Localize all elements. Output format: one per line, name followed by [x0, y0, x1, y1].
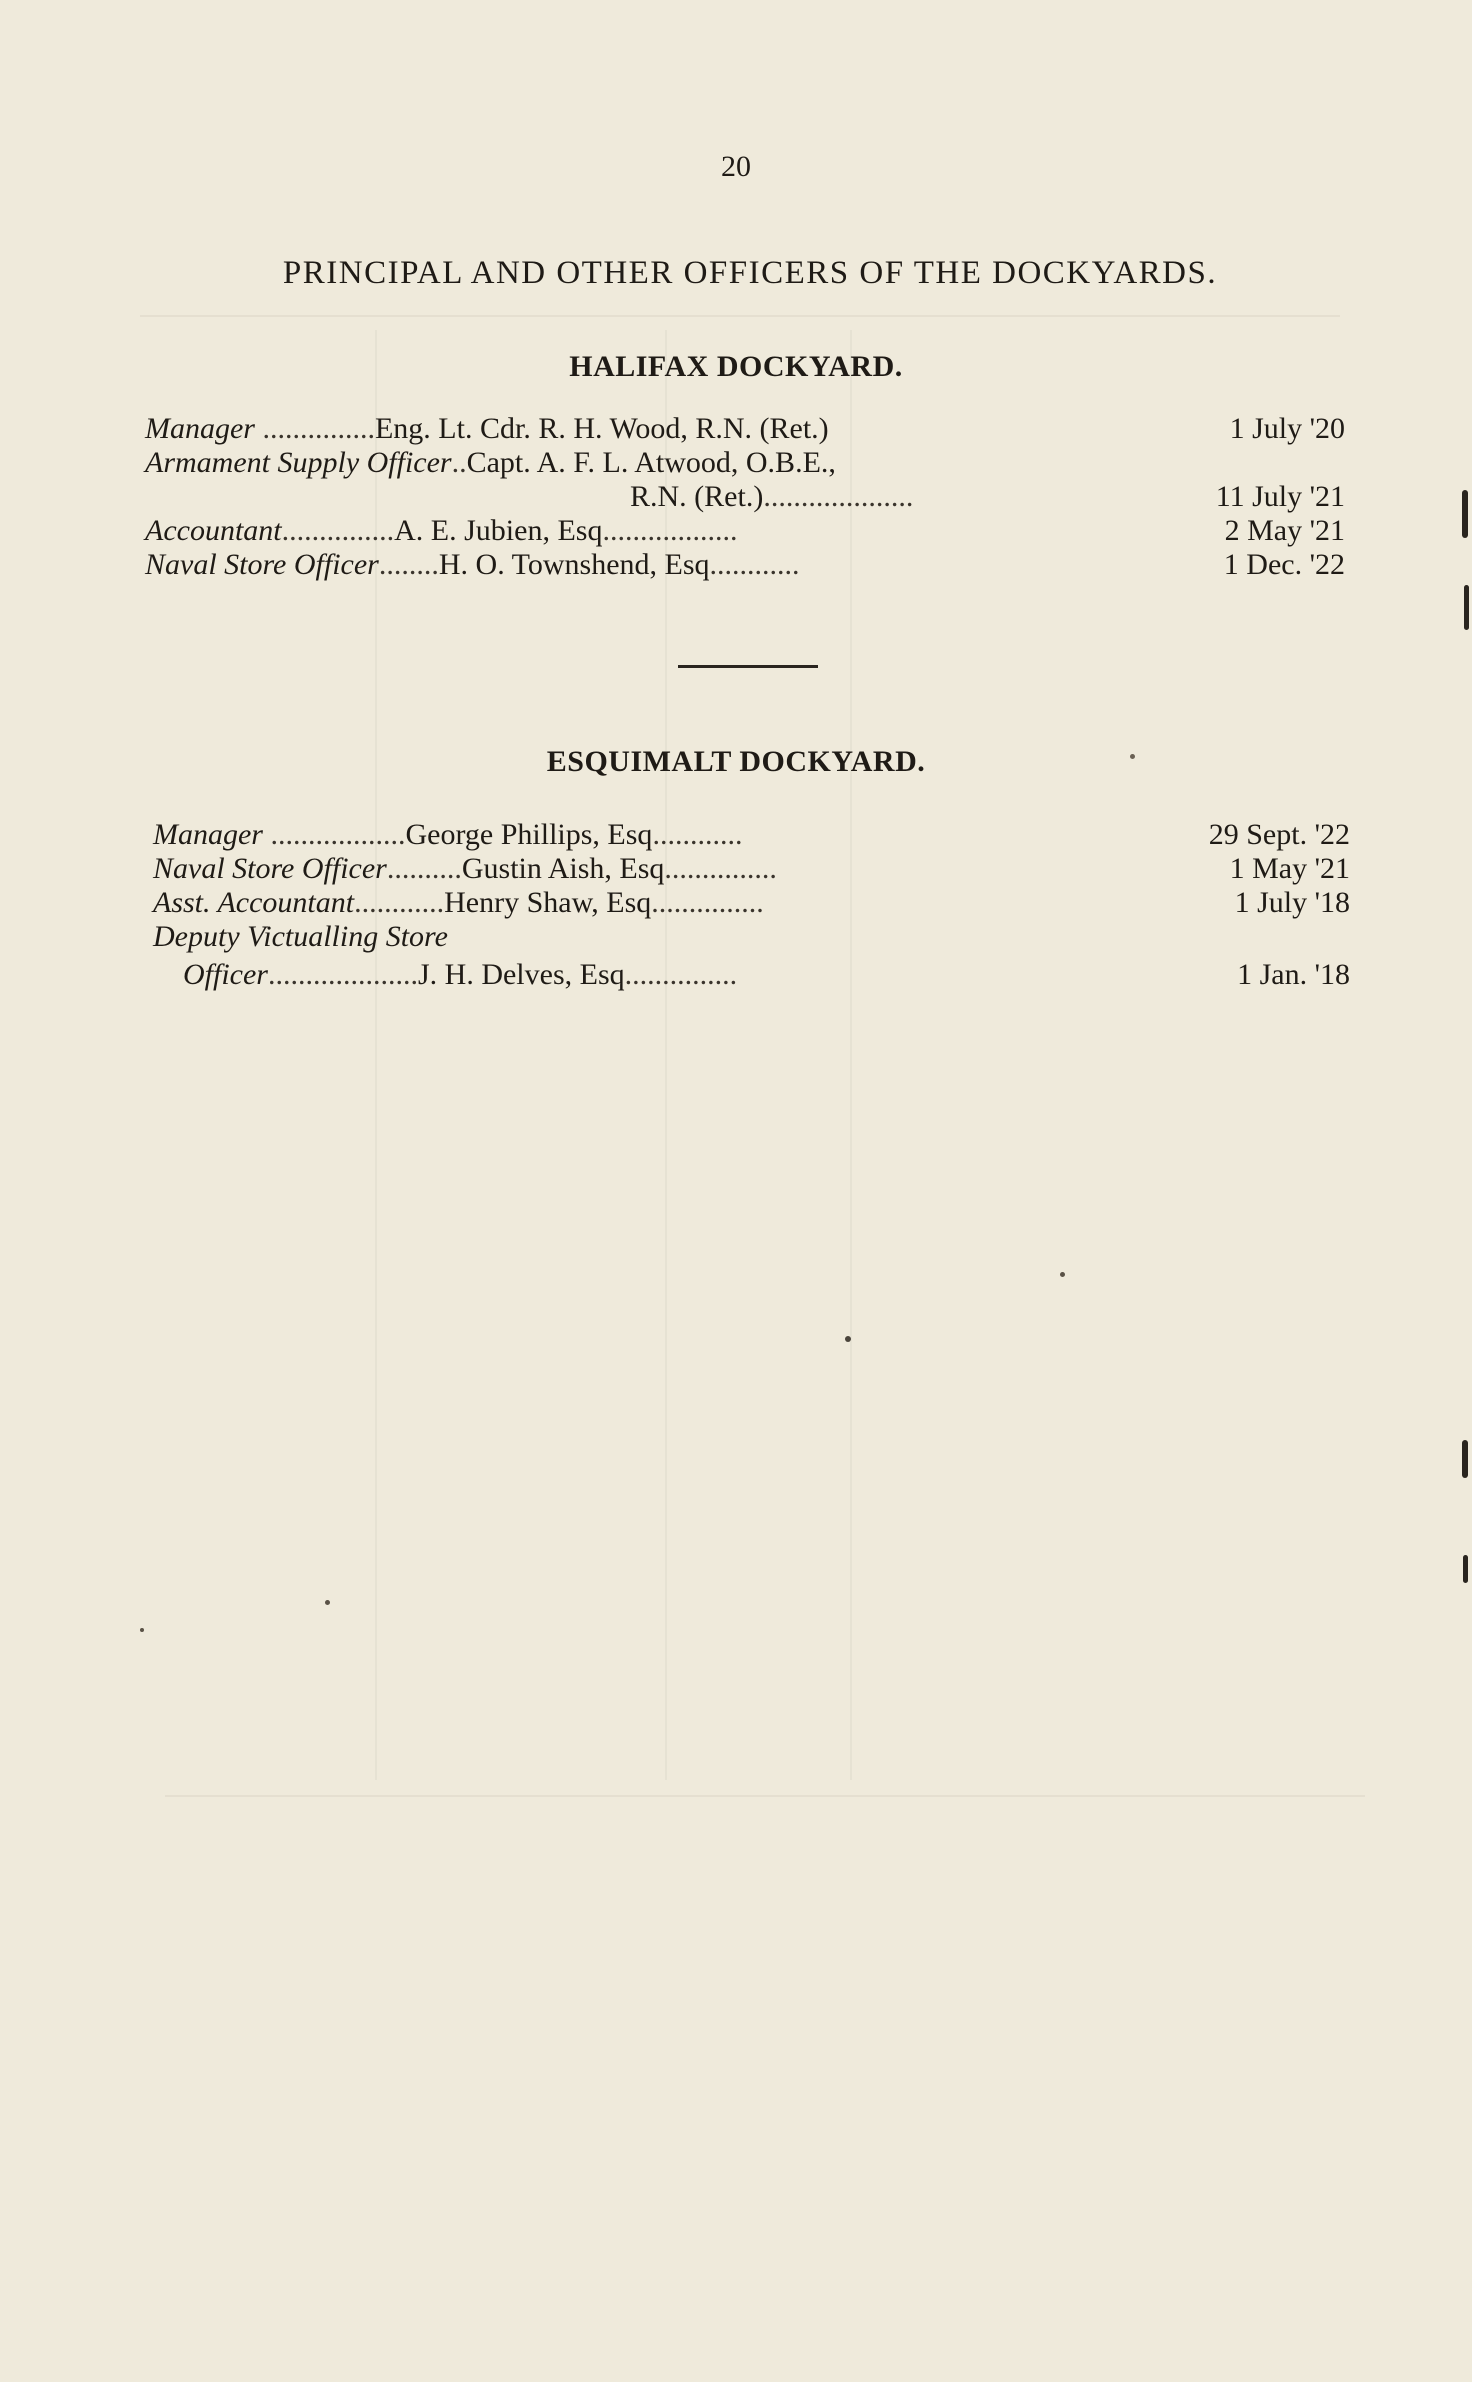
dot-leader: ........ [378, 548, 439, 581]
bleed-through-rule [850, 330, 852, 1780]
halifax-row [145, 548, 1345, 582]
officer-name: R.N. (Ret.) [630, 480, 764, 513]
officer-name: George Phillips, Esq [405, 818, 653, 851]
page-title: PRINCIPAL AND OTHER OFFICERS OF THE DOCKYARDS. [282, 255, 1218, 291]
dot-leader: ............... [651, 886, 764, 919]
dot-leader: ............... [281, 514, 395, 547]
officer-name: Eng. Lt. Cdr. R. H. Wood, R.N. (Ret.) [374, 412, 829, 445]
paper-edge-mark [1464, 585, 1469, 630]
appointment-date: 29 Sept. '22 [1208, 818, 1350, 851]
esquimalt-officer-list [153, 818, 1350, 992]
officer-role: Naval Store Officer [153, 852, 387, 885]
officer-name: J. H. Delves, Esq [417, 958, 625, 991]
dot-leader: .. [451, 446, 467, 479]
esquimalt-heading: ESQUIMALT DOCKYARD. [546, 745, 926, 778]
dot-leader: .................. [602, 514, 738, 547]
esquimalt-row [153, 818, 1350, 852]
officer-role: Manager [145, 412, 255, 445]
officer-role: Naval Store Officer [145, 548, 379, 581]
paper-speck [325, 1600, 330, 1605]
appointment-date: 1 May '21 [1229, 852, 1350, 885]
halifax-row [145, 446, 1345, 480]
dot-leader: .......... [386, 852, 462, 885]
page-number: 20 [721, 150, 751, 183]
dot-leader: ............... [624, 958, 738, 991]
halifax-row [145, 480, 1345, 514]
halifax-row [145, 412, 1345, 446]
appointment-date: 11 July '21 [1215, 480, 1345, 513]
dot-leader: ............ [709, 548, 800, 581]
officer-name: Gustin Aish, Esq [461, 852, 665, 885]
appointment-date: 1 July '20 [1229, 412, 1345, 445]
dot-leader: .................... [267, 958, 418, 991]
bleed-through-rule [375, 330, 377, 1780]
officer-role: Asst. Accountant [153, 886, 355, 919]
paper-edge-mark [1462, 490, 1468, 538]
halifax-officer-list [145, 412, 1345, 582]
dot-leader: ............... [664, 852, 777, 885]
appointment-date: 2 May '21 [1224, 514, 1345, 547]
dot-leader: .................. [262, 818, 406, 851]
appointment-date: 1 Dec. '22 [1223, 548, 1345, 581]
officer-role: Manager [153, 818, 263, 851]
halifax-row [145, 514, 1345, 548]
dot-leader: ............ [652, 818, 743, 851]
esquimalt-row [153, 886, 1350, 920]
officer-name: A. E. Jubien, Esq [394, 514, 603, 547]
officer-name: Capt. A. F. L. Atwood, O.B.E., [466, 446, 836, 479]
officer-role: Armament Supply Officer [145, 446, 452, 479]
dot-leader: ............ [354, 886, 445, 919]
paper-speck [1060, 1272, 1065, 1277]
esquimalt-row [153, 852, 1350, 886]
halifax-heading: HALIFAX DOCKYARD. [569, 350, 903, 383]
section-divider [678, 665, 818, 668]
officer-role: Accountant [145, 514, 282, 547]
bleed-through-rule [665, 330, 667, 1780]
officer-role: Officer [183, 958, 268, 991]
appointment-date: 1 July '18 [1234, 886, 1350, 919]
officer-role: Deputy Victualling Store [153, 920, 448, 953]
officer-name: Henry Shaw, Esq [444, 886, 652, 919]
paper-edge-mark [1463, 1555, 1468, 1583]
paper-speck [1130, 754, 1135, 759]
paper-edge-mark [1462, 1440, 1468, 1478]
dot-leader: ............... [254, 412, 375, 445]
officer-name: H. O. Townshend, Esq [438, 548, 710, 581]
bleed-through-rule [140, 315, 1340, 317]
appointment-date: 1 Jan. '18 [1237, 958, 1350, 991]
paper-speck [140, 1628, 144, 1632]
esquimalt-row [153, 958, 1350, 992]
dot-leader: .................... [763, 480, 914, 513]
paper-speck [845, 1336, 851, 1342]
bleed-through-rule [165, 1795, 1365, 1797]
